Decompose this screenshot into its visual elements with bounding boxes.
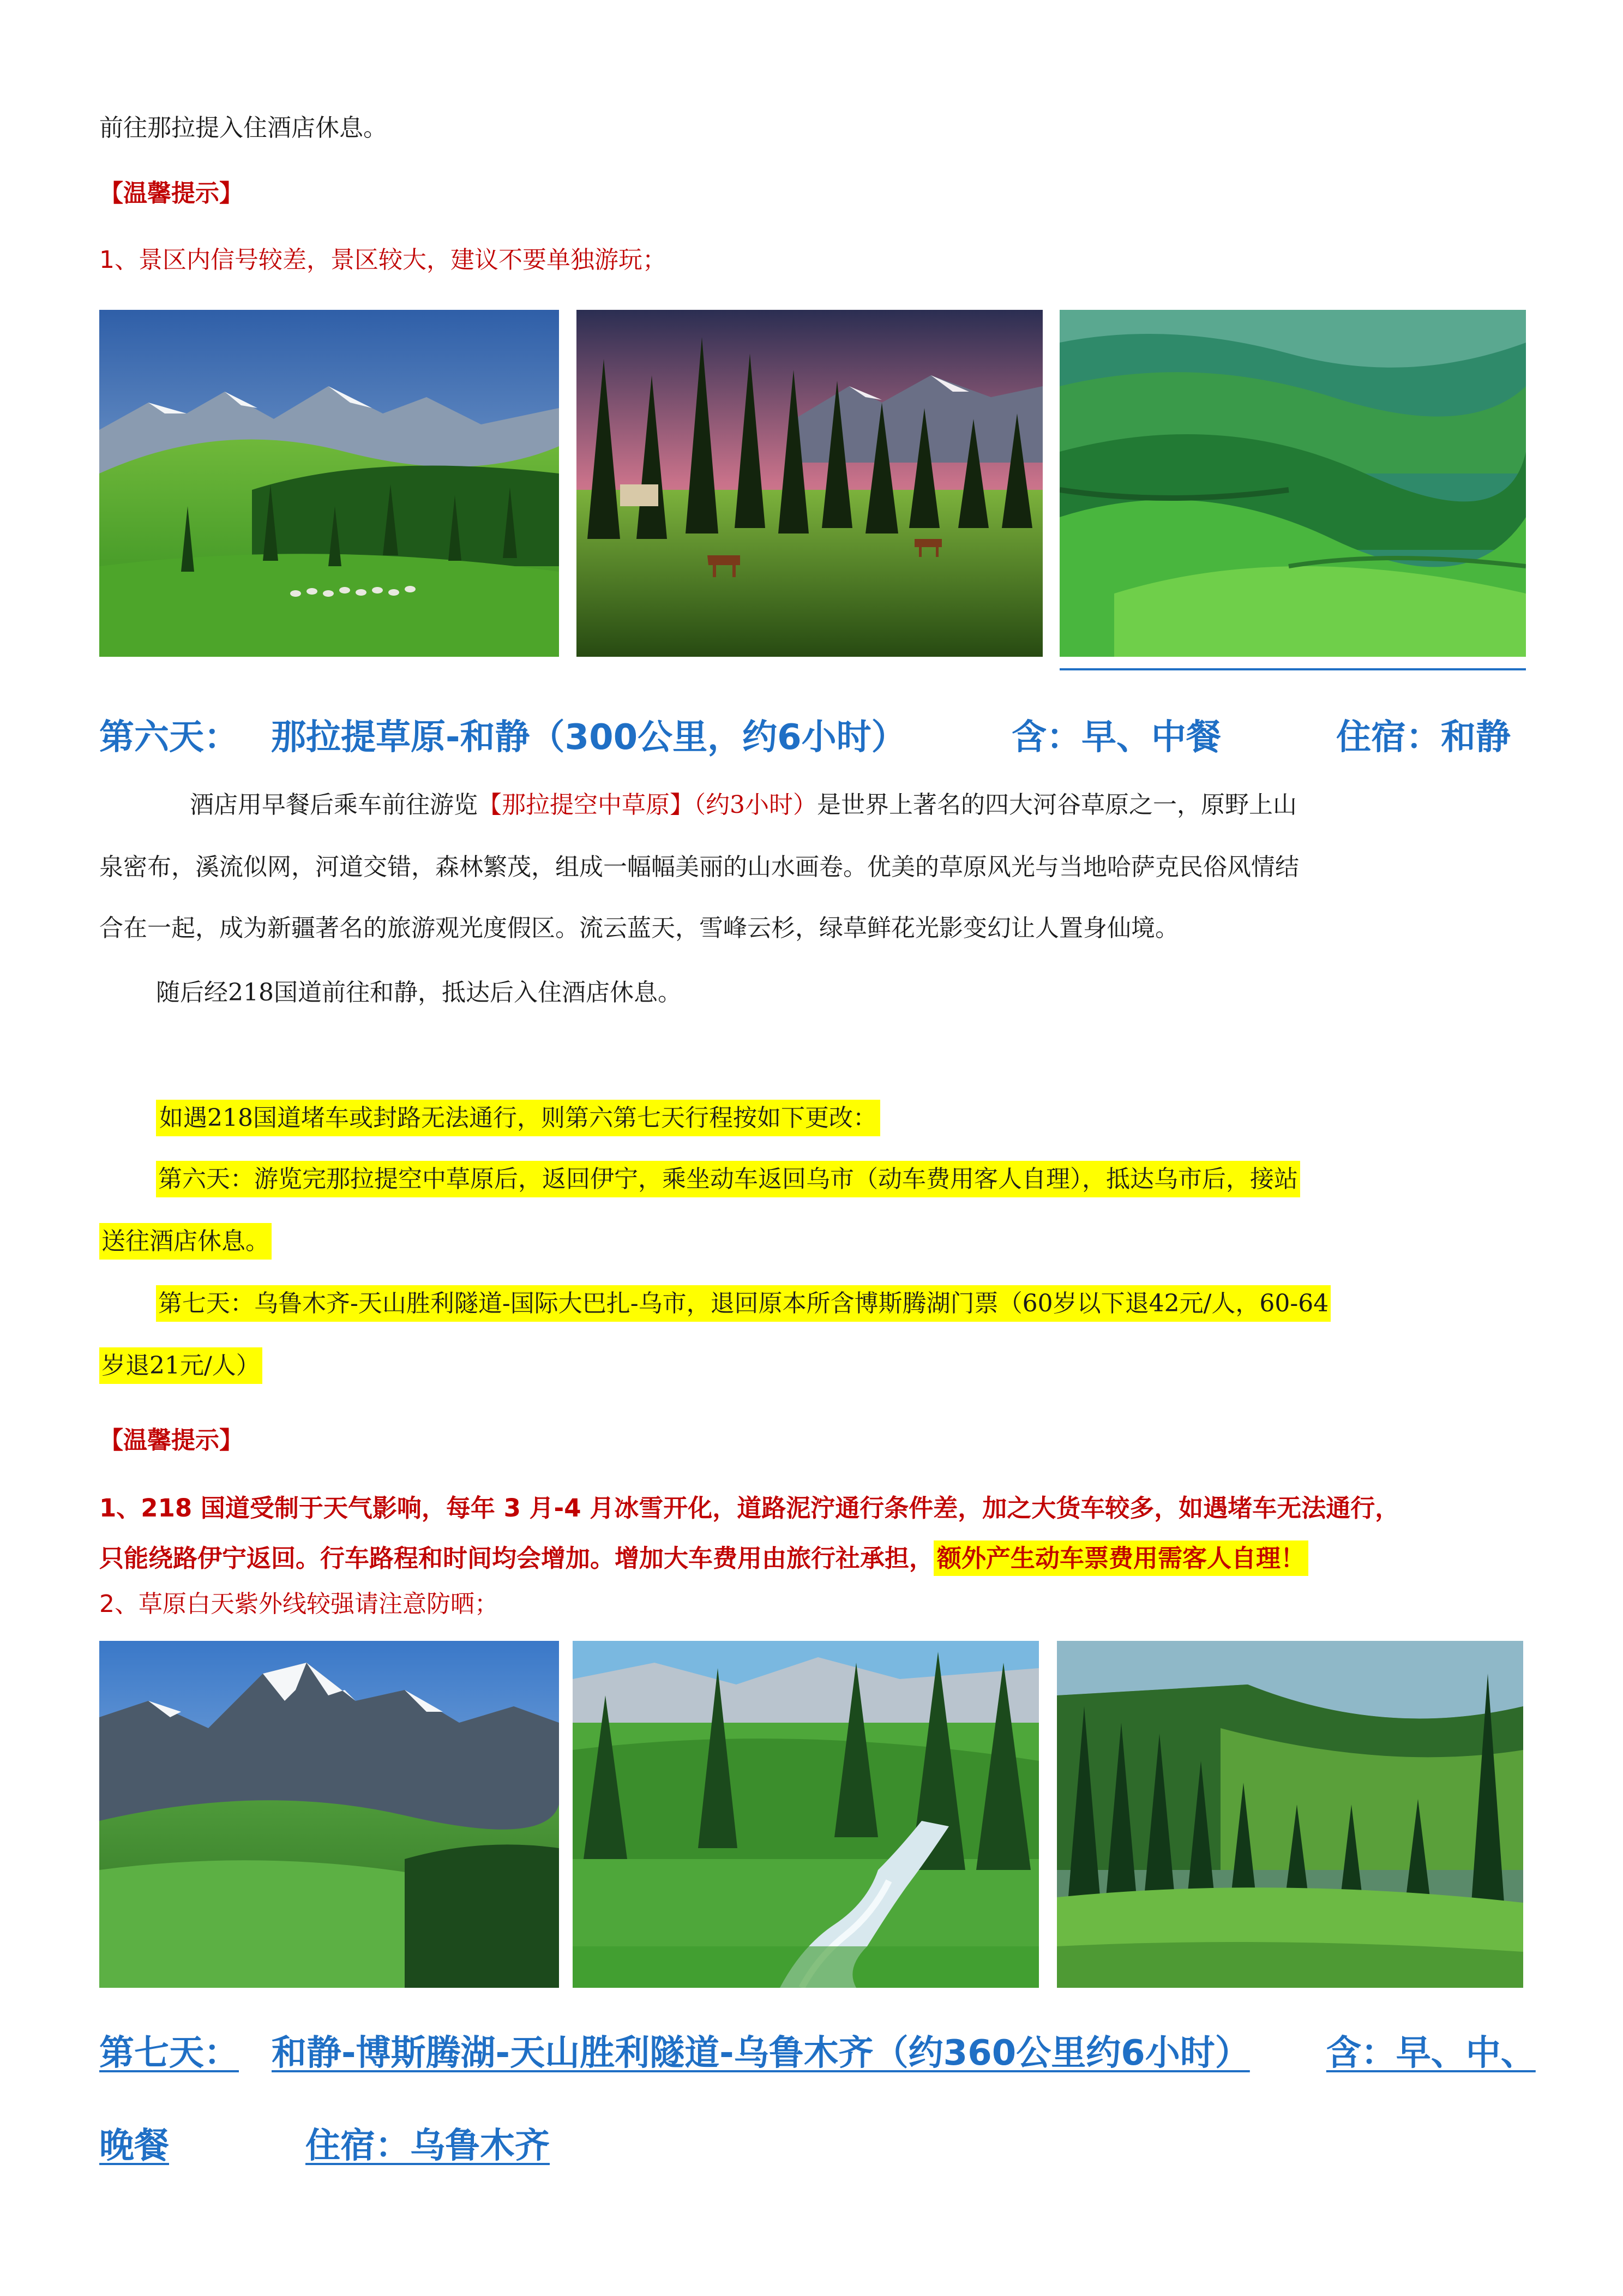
photo-horses-forest: [576, 310, 1043, 657]
tip2-item1-line2: 只能绕路伊宁返回。行车路程和时间均会增加。增加大车费用由旅行社承担， 额外产生动车票费用需客人自理！: [99, 1538, 1308, 1574]
day6-paragraph-2: 随后经218国道前往和静，抵达后入住酒店休息。: [156, 979, 682, 1006]
tip-item: 1、景区内信号较差，景区较大，建议不要单独游玩；: [99, 246, 666, 274]
self-pay-notice: 额外产生动车票费用需客人自理！: [934, 1540, 1308, 1576]
photo-stream-valley: [573, 1641, 1039, 1988]
alt-day7-line2: 岁退21元/人）: [99, 1350, 262, 1382]
day6-heading-day: 第六天：: [99, 717, 239, 758]
day7-heading-route: 和静-博斯腾湖-天山胜利隧道-乌鲁木齐（约360公里约6小时）: [272, 2033, 1250, 2073]
tip-title-2: 【温馨提示】: [99, 1426, 243, 1454]
tip-title: 【温馨提示】: [99, 179, 243, 207]
photo-snow-mountain: [99, 1641, 559, 1988]
divider: [1060, 668, 1526, 670]
photo-green-hills: [1060, 310, 1526, 657]
day7-heading-lodging: 住宿：乌鲁木齐: [305, 2126, 550, 2166]
alt-day7-line1: 第七天：乌鲁木齐-天山胜利隧道-国际大巴扎-乌市，退回原本所含博斯腾湖门票（60岁以下退42元/人，60-64: [156, 1287, 1331, 1320]
day6-paragraph-line2: 泉密布，溪流似网，河道交错，森林繁茂，组成一幅幅美丽的山水画卷。优美的草原风光与当地哈萨克民俗风情结: [99, 853, 1299, 881]
day6-heading-meals: 含：早、中餐: [1012, 717, 1221, 758]
alt-day6-line1: 第六天：游览完那拉提空中草原后，返回伊宁，乘坐动车返回乌市（动车费用客人自理），抵达乌市后，接站: [156, 1163, 1300, 1196]
day7-heading-meals: 含：早、中、: [1326, 2033, 1536, 2073]
alt-day6-line2: 送往酒店休息。: [99, 1225, 272, 1258]
photo-spruce-valley: [1057, 1641, 1523, 1988]
day6-heading-lodging: 住宿：和静: [1336, 717, 1511, 758]
intro-line: 前往那拉提入住酒店休息。: [99, 114, 387, 142]
attraction-name: 【那拉提空中草原】（约3小时）: [478, 791, 817, 819]
tip2-item1-line1: 1、218 国道受制于天气影响，每年 3 月-4 月冰雪开化，道路泥泞通行条件差，加之大货车较多，如遇堵车无法通行，: [99, 1494, 1400, 1522]
day7-heading-line1: [99, 2025, 1536, 2075]
tip2-item2: 2、草原白天紫外线较强请注意防晒；: [99, 1590, 498, 1618]
day7-heading-line2: 晚餐 住宿：乌鲁木齐: [99, 2126, 550, 2166]
alt-notice: 如遇218国道堵车或封路无法通行，则第六第七天行程按如下更改：: [156, 1102, 880, 1135]
day7-heading-day: 第七天：: [99, 2033, 239, 2073]
day6-heading-route: 那拉提草原-和静（300公里，约6小时）: [271, 717, 906, 758]
day6-heading: [99, 709, 1526, 758]
photo-meadow-sheep: [99, 310, 559, 657]
day6-paragraph-line1: 酒店用早餐后乘车前往游览【那拉提空中草原】（约3小时）是世界上著名的四大河谷草原之一，原野上山: [190, 791, 1297, 819]
day6-paragraph-line3: 合在一起，成为新疆著名的旅游观光度假区。流云蓝天，雪峰云杉，绿草鲜花光影变幻让人置身仙境。: [99, 914, 1179, 942]
